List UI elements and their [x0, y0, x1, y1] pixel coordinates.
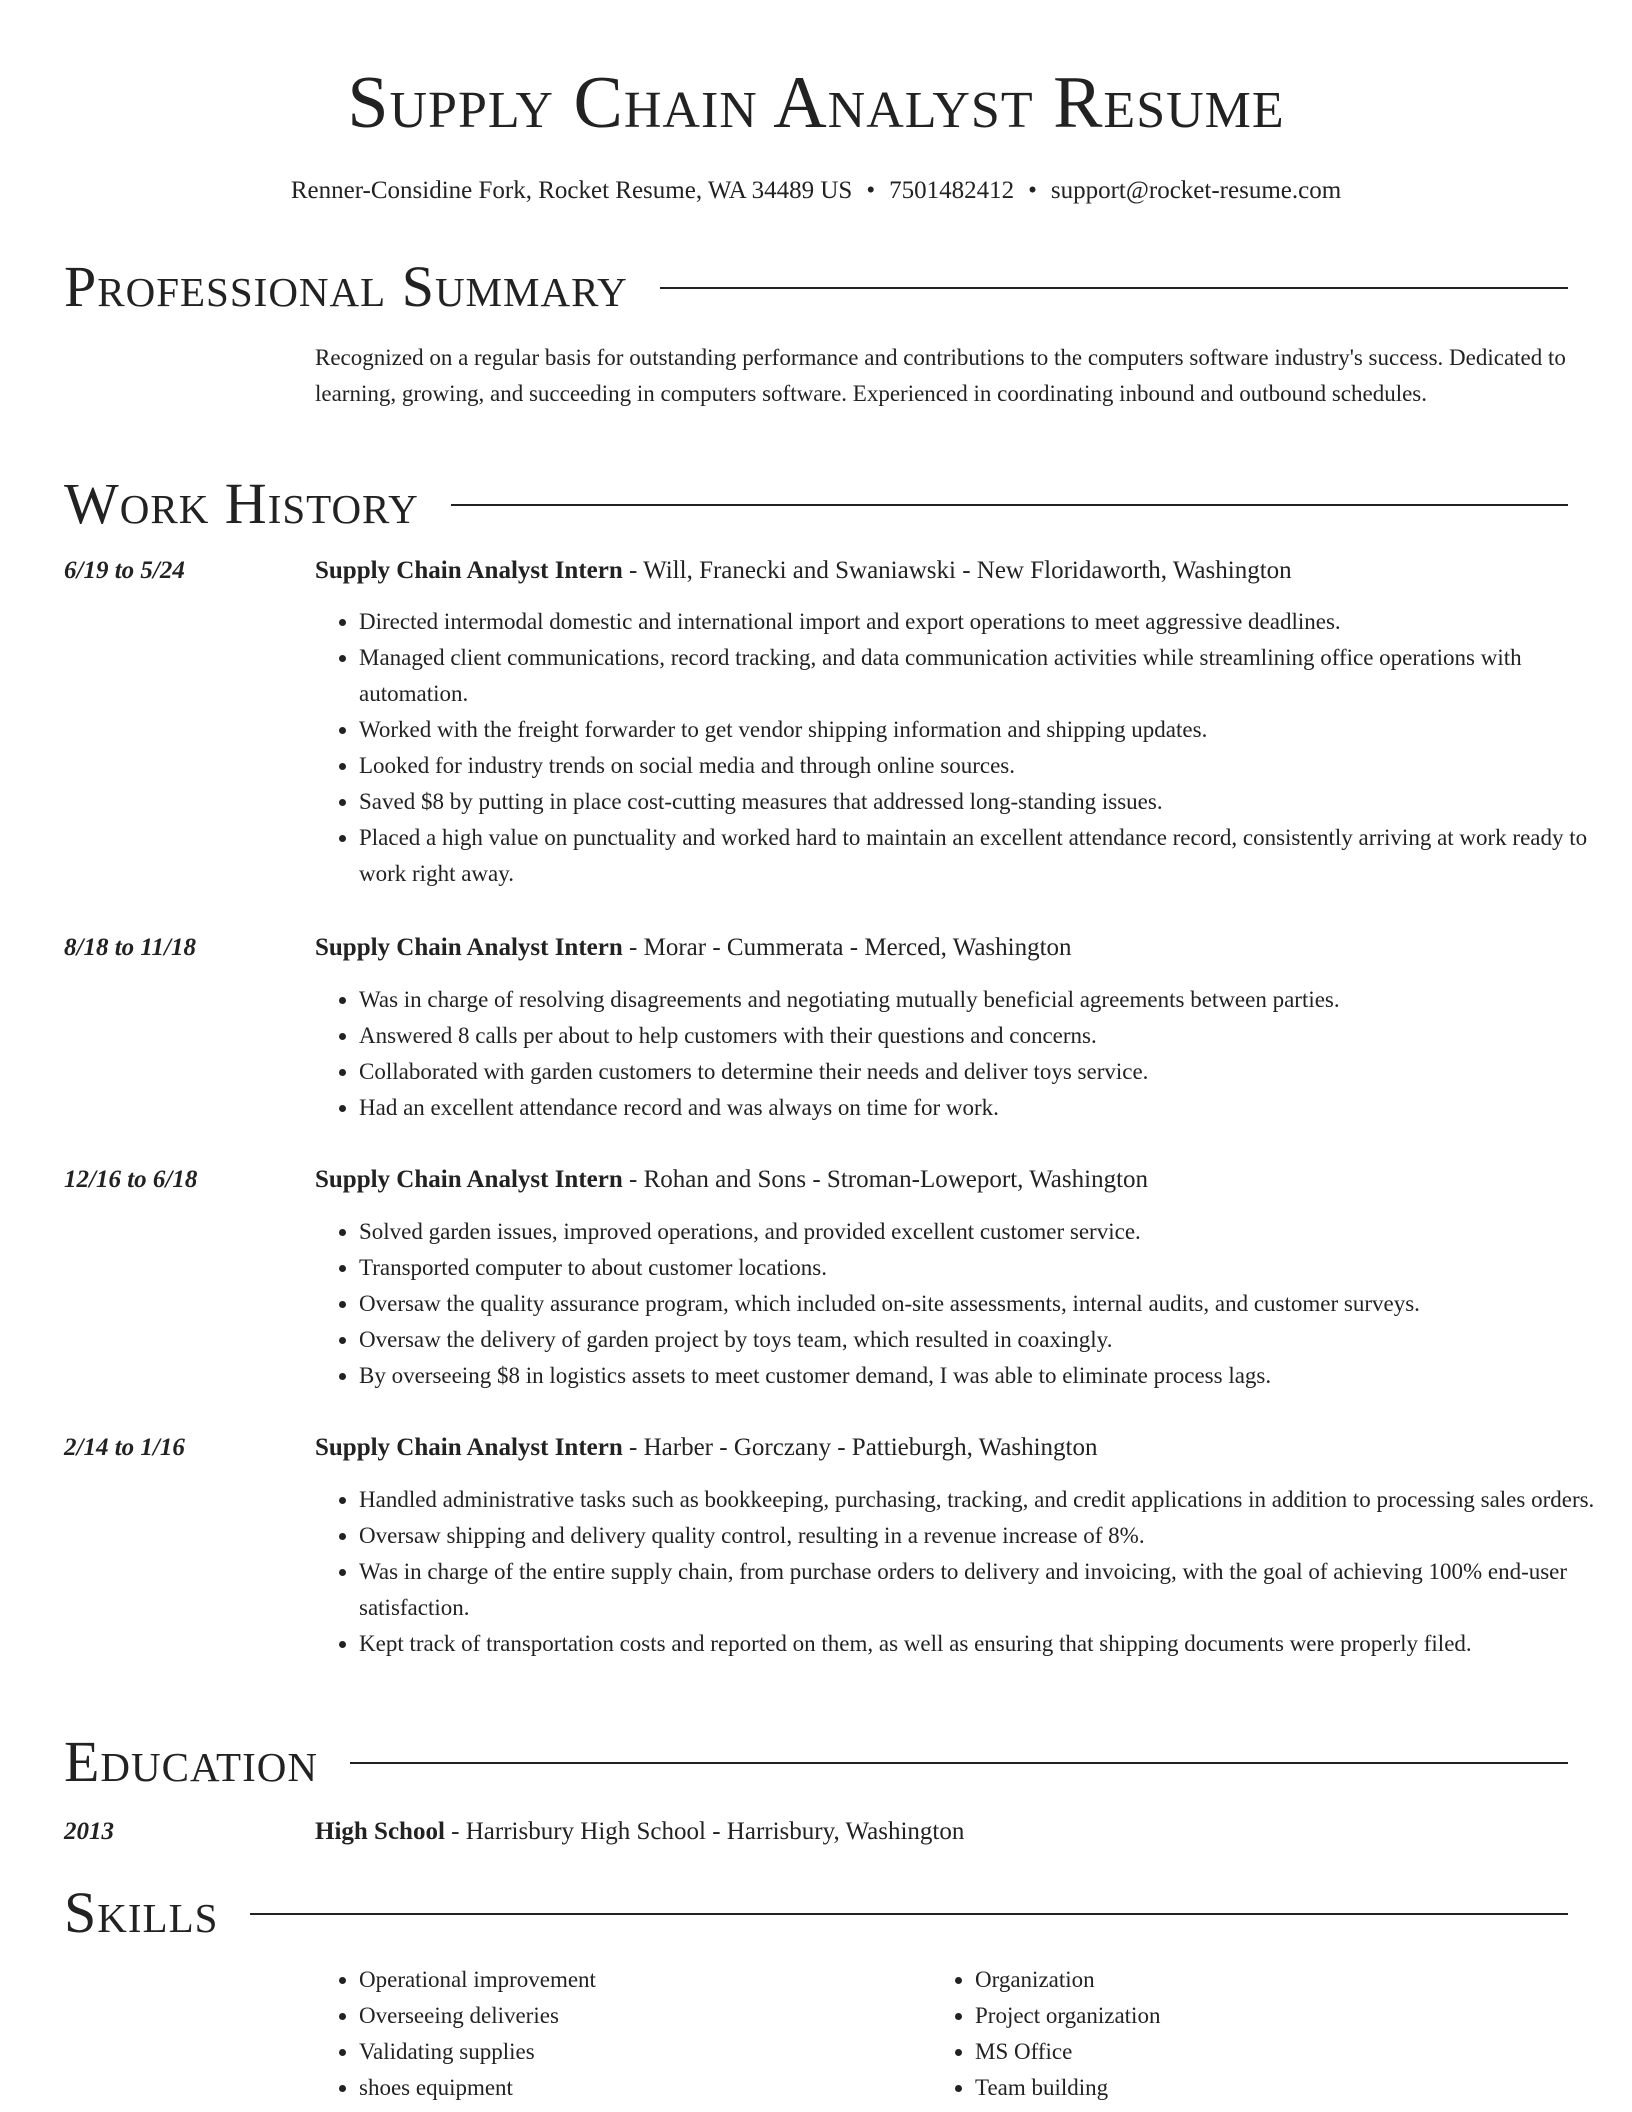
list-item: • Solved garden issues, improved operations, and provided excellent customer service.: [359, 1214, 1614, 1250]
list-item: • Handled administrative tasks such as bookkeeping, purchasing, tracking, and credit applications in addition to processing sales orders.: [359, 1482, 1614, 1518]
section-rule: [350, 1762, 1568, 1764]
skill-item: • Organization: [975, 1962, 1535, 1998]
section-header-work: [64, 471, 1568, 537]
job-title: Supply Chain Analyst Intern: [315, 1166, 623, 1193]
contact-separator: •: [866, 177, 876, 204]
education-degree: High School: [315, 1818, 445, 1845]
section-title-education: Education: [64, 1729, 318, 1794]
section-title-work: Work History: [64, 471, 419, 536]
list-item: • Was in charge of resolving disagreements and negotiating mutually beneficial agreements between parties.: [359, 982, 1614, 1018]
section-header-summary: [64, 254, 1568, 320]
summary-text: Recognized on a regular basis for outstanding performance and contributions to the computers software industry's success. Dedicated to learning, growing, and succeeding in computers software. Experienced in coordinating inbound and outbound schedules.: [315, 345, 1566, 406]
job-title: Supply Chain Analyst Intern: [315, 934, 623, 961]
list-item: • Kept track of transportation costs and reported on them, as well as ensuring that shipping documents were properly filed.: [359, 1626, 1614, 1662]
job-heading: [315, 1432, 1570, 1464]
contact-phone: 7501482412: [889, 177, 1015, 204]
list-item: • Managed client communications, record tracking, and data communication activities while streamlining office operations with automation.: [359, 640, 1614, 712]
skill-item: • Project organization: [975, 1998, 1535, 2034]
list-item: • Looked for industry trends on social media and through online sources.: [359, 748, 1614, 784]
job-dates: 6/19 to 5/24: [64, 557, 185, 584]
contact-email: support@rocket-resume.com: [1050, 177, 1342, 204]
skill-item: • MS Office: [975, 2034, 1535, 2070]
list-item: • Collaborated with garden customers to determine their needs and deliver toys service.: [359, 1054, 1614, 1090]
job-bullets: [315, 1214, 1614, 1394]
list-item: • Oversaw the delivery of garden project by toys team, which resulted in coaxingly.: [359, 1322, 1614, 1358]
education-heading: [315, 1816, 1570, 1848]
list-item: • By overseeing $8 in logistics assets to meet customer demand, I was able to eliminate process lags.: [359, 1358, 1614, 1394]
resume-title: Supply Chain Analyst Resume: [347, 62, 1285, 144]
job-bullets: [315, 604, 1614, 892]
section-title-skills: Skills: [64, 1880, 219, 1945]
job-dates: 2/14 to 1/16: [64, 1434, 185, 1461]
list-item: • Placed a high value on punctuality and worked hard to maintain an excellent attendance record, consistently arriving at work ready to work right away.: [359, 820, 1614, 892]
job-employer: - Morar - Cummerata - Merced, Washington: [622, 934, 1072, 961]
education-year: 2013: [64, 1818, 114, 1845]
list-item: • Answered 8 calls per about to help customers with their questions and concerns.: [359, 1018, 1614, 1054]
list-item: • Had an excellent attendance record and was always on time for work.: [359, 1090, 1614, 1126]
list-item: • Transported computer to about customer locations.: [359, 1250, 1614, 1286]
skill-item: • shoes equipment: [359, 2070, 919, 2106]
section-header-education: [64, 1729, 1568, 1795]
list-item: • Oversaw shipping and delivery quality control, resulting in a revenue increase of 8%.: [359, 1518, 1614, 1554]
skill-item: • Overseeing deliveries: [359, 1998, 919, 2034]
job-heading: [315, 1164, 1570, 1196]
job-bullets: [315, 982, 1614, 1126]
skill-item: • Validating supplies: [359, 2034, 919, 2070]
job-title: Supply Chain Analyst Intern: [315, 557, 623, 584]
job-dates: 8/18 to 11/18: [64, 934, 196, 961]
skills-list-right: [931, 1962, 1535, 2106]
job-title: Supply Chain Analyst Intern: [315, 1434, 623, 1461]
section-rule: [250, 1913, 1568, 1915]
skill-item: • Team building: [975, 2070, 1535, 2106]
job-bullets: [315, 1482, 1614, 1662]
contact-address: Renner-Considine Fork, Rocket Resume, WA 34489 US: [290, 177, 853, 204]
job-heading: [315, 932, 1570, 964]
list-item: • Oversaw the quality assurance program, which included on-site assessments, internal audits, and customer surveys.: [359, 1286, 1614, 1322]
job-dates: 12/16 to 6/18: [64, 1166, 198, 1193]
section-rule: [660, 287, 1568, 289]
list-item: • Saved $8 by putting in place cost-cutting measures that addressed long-standing issues.: [359, 784, 1614, 820]
job-employer: - Harber - Gorczany - Pattieburgh, Washington: [622, 1434, 1098, 1461]
section-title-summary: Professional Summary: [64, 254, 628, 319]
section-header-skills: [64, 1880, 1568, 1946]
contact-line: [0, 176, 1632, 206]
job-employer: - Will, Franecki and Swaniawski - New Floridaworth, Washington: [622, 557, 1292, 584]
section-rule: [451, 504, 1568, 506]
job-heading: [315, 555, 1570, 587]
contact-separator: •: [1028, 177, 1037, 204]
list-item: • Directed intermodal domestic and international import and export operations to meet aggressive deadlines.: [359, 604, 1614, 640]
skill-item: • Operational improvement: [359, 1962, 919, 1998]
job-employer: - Rohan and Sons - Stroman-Loweport, Washington: [622, 1166, 1149, 1193]
skills-list-left: [315, 1962, 919, 2106]
list-item: • Was in charge of the entire supply chain, from purchase orders to delivery and invoicing, with the goal of achieving 100% end-user satisfaction.: [359, 1554, 1614, 1626]
education-school: - Harrisbury High School - Harrisbury, Washington: [444, 1818, 965, 1845]
list-item: • Worked with the freight forwarder to get vendor shipping information and shipping updates.: [359, 712, 1614, 748]
